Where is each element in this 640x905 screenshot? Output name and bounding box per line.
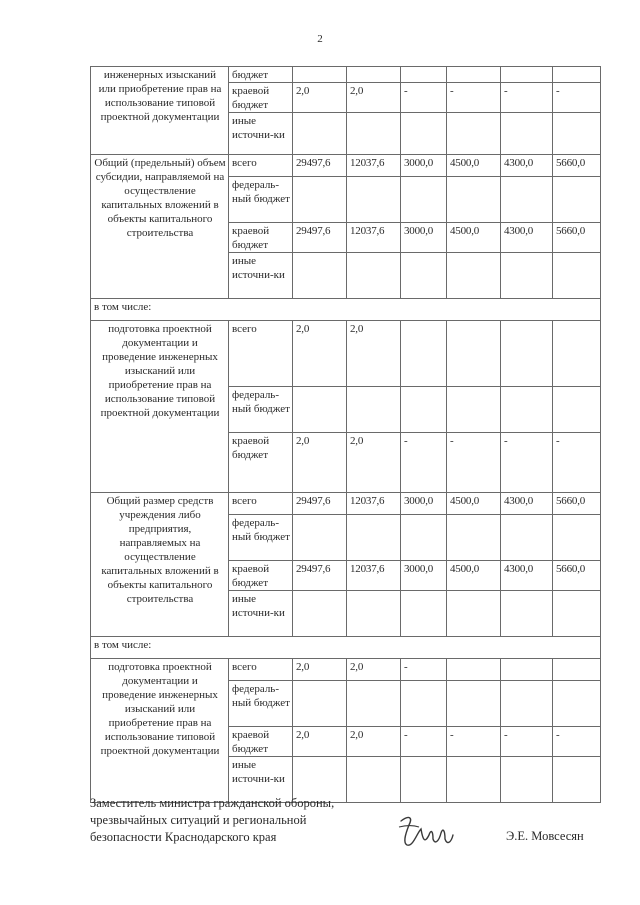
table-row (91, 321, 601, 387)
signer-title-line2: чрезвычайных ситуаций и региональной (90, 813, 307, 827)
subheader-cell: в том числе: (91, 299, 601, 321)
table-row (91, 659, 601, 681)
value-cell: 4300,0 (501, 493, 553, 515)
funding-source-cell: всего (229, 321, 293, 387)
value-cell (553, 113, 601, 155)
value-cell (447, 591, 501, 637)
value-cell: 4500,0 (447, 493, 501, 515)
description-cell: подготовка проектной документации и проведение инженерных изысканий или приобретение прав на использование типовой проектной документации (91, 659, 229, 803)
funding-source-cell: краевой бюджет (229, 223, 293, 253)
value-cell (401, 67, 447, 83)
value-cell: 3000,0 (401, 561, 447, 591)
value-cell: - (501, 727, 553, 757)
value-cell (553, 681, 601, 727)
value-cell (401, 591, 447, 637)
table-row (91, 299, 601, 321)
value-cell (347, 67, 401, 83)
value-cell: 2,0 (347, 83, 401, 113)
funding-source-cell: краевой бюджет (229, 561, 293, 591)
funding-source-cell: бюджет (229, 67, 293, 83)
funding-source-cell: краевой бюджет (229, 727, 293, 757)
table-row (91, 637, 601, 659)
funding-source-cell: федераль-ный бюджет (229, 515, 293, 561)
value-cell (447, 757, 501, 803)
value-cell: 29497,6 (293, 493, 347, 515)
value-cell (447, 387, 501, 433)
value-cell (347, 515, 401, 561)
value-cell: 4500,0 (447, 561, 501, 591)
value-cell (401, 253, 447, 299)
value-cell (401, 113, 447, 155)
funding-source-cell: федераль-ный бюджет (229, 387, 293, 433)
description-cell: инженерных изысканий или приобретение прав на использование типовой проектной документации (91, 67, 229, 155)
description-cell: Общий (предельный) объем субсидии, направляемой на осуществление капитальных вложений в объекты капитального строительства (91, 155, 229, 299)
funding-source-cell: всего (229, 659, 293, 681)
value-cell: 2,0 (347, 727, 401, 757)
funding-source-cell: иные источни-ки (229, 591, 293, 637)
value-cell: - (553, 727, 601, 757)
value-cell: 29497,6 (293, 561, 347, 591)
value-cell: 12037,6 (347, 493, 401, 515)
value-cell: - (447, 727, 501, 757)
value-cell: 4500,0 (447, 155, 501, 177)
value-cell (347, 253, 401, 299)
value-cell (553, 757, 601, 803)
value-cell (447, 113, 501, 155)
funding-source-cell: всего (229, 493, 293, 515)
value-cell: 2,0 (347, 659, 401, 681)
value-cell (347, 757, 401, 803)
value-cell: 4500,0 (447, 223, 501, 253)
value-cell (553, 591, 601, 637)
value-cell: 12037,6 (347, 223, 401, 253)
page-number: 2 (317, 33, 323, 45)
value-cell (347, 387, 401, 433)
value-cell: 12037,6 (347, 561, 401, 591)
value-cell (553, 659, 601, 681)
description-cell: подготовка проектной документации и проведение инженерных изысканий или приобретение прав на использование типовой проектной документации (91, 321, 229, 493)
value-cell (293, 253, 347, 299)
signer-block (90, 795, 334, 846)
value-cell (293, 387, 347, 433)
funding-source-cell: всего (229, 155, 293, 177)
value-cell (501, 387, 553, 433)
value-cell (447, 321, 501, 387)
value-cell: - (501, 83, 553, 113)
value-cell (447, 177, 501, 223)
value-cell (447, 515, 501, 561)
value-cell: 3000,0 (401, 155, 447, 177)
value-cell: 29497,6 (293, 223, 347, 253)
value-cell (401, 515, 447, 561)
value-cell (447, 659, 501, 681)
value-cell: 2,0 (293, 83, 347, 113)
value-cell (553, 321, 601, 387)
value-cell (293, 113, 347, 155)
funding-source-cell: федераль-ный бюджет (229, 681, 293, 727)
funding-source-cell: федераль-ный бюджет (229, 177, 293, 223)
value-cell: 3000,0 (401, 493, 447, 515)
value-cell (401, 387, 447, 433)
value-cell: 4300,0 (501, 223, 553, 253)
signer-title-line3: безопасности Краснодарского края (90, 830, 277, 844)
table-row (91, 67, 601, 83)
value-cell: 5660,0 (553, 223, 601, 253)
description-cell: Общий размер средств учреждения либо предприятия, направляемых на осуществление капитальных вложений в объекты капитального строительства (91, 493, 229, 637)
value-cell (401, 681, 447, 727)
funding-source-cell: краевой бюджет (229, 83, 293, 113)
value-cell: 4300,0 (501, 561, 553, 591)
value-cell (447, 253, 501, 299)
value-cell: 5660,0 (553, 155, 601, 177)
value-cell (553, 67, 601, 83)
value-cell (501, 659, 553, 681)
value-cell (401, 757, 447, 803)
value-cell: 2,0 (293, 659, 347, 681)
handwritten-signature (395, 813, 465, 853)
value-cell: 5660,0 (553, 561, 601, 591)
funding-source-cell: краевой бюджет (229, 433, 293, 493)
value-cell: - (447, 83, 501, 113)
value-cell (293, 177, 347, 223)
value-cell: 2,0 (347, 321, 401, 387)
value-cell (447, 67, 501, 83)
value-cell: 2,0 (293, 727, 347, 757)
value-cell: 29497,6 (293, 155, 347, 177)
value-cell (501, 515, 553, 561)
value-cell (401, 177, 447, 223)
value-cell (501, 757, 553, 803)
value-cell: 12037,6 (347, 155, 401, 177)
table-row (91, 493, 601, 515)
value-cell (501, 113, 553, 155)
funding-source-cell: иные источни-ки (229, 757, 293, 803)
value-cell: - (401, 727, 447, 757)
value-cell: - (401, 433, 447, 493)
value-cell (553, 387, 601, 433)
value-cell (501, 253, 553, 299)
value-cell: - (401, 659, 447, 681)
signer-name: Э.Е. Мовсесян (506, 829, 584, 843)
value-cell (553, 515, 601, 561)
value-cell (293, 681, 347, 727)
table-row (91, 155, 601, 177)
value-cell (501, 681, 553, 727)
value-cell (501, 321, 553, 387)
value-cell (501, 67, 553, 83)
value-cell: 2,0 (347, 433, 401, 493)
value-cell: 2,0 (293, 321, 347, 387)
value-cell (501, 591, 553, 637)
financing-table (90, 66, 601, 803)
value-cell (293, 67, 347, 83)
value-cell (553, 253, 601, 299)
value-cell (501, 177, 553, 223)
value-cell: 3000,0 (401, 223, 447, 253)
funding-source-cell: иные источни-ки (229, 253, 293, 299)
value-cell (401, 321, 447, 387)
value-cell (447, 681, 501, 727)
value-cell: 4300,0 (501, 155, 553, 177)
value-cell: - (401, 83, 447, 113)
value-cell: 5660,0 (553, 493, 601, 515)
subheader-cell: в том числе: (91, 637, 601, 659)
value-cell: - (553, 433, 601, 493)
value-cell (553, 177, 601, 223)
signer-title-line1: Заместитель министра гражданской обороны, (90, 796, 335, 810)
value-cell (347, 113, 401, 155)
value-cell: - (501, 433, 553, 493)
value-cell (347, 591, 401, 637)
value-cell (347, 681, 401, 727)
value-cell (293, 515, 347, 561)
value-cell (347, 177, 401, 223)
value-cell: 2,0 (293, 433, 347, 493)
funding-source-cell: иные источни-ки (229, 113, 293, 155)
value-cell: - (447, 433, 501, 493)
value-cell (293, 591, 347, 637)
value-cell: - (553, 83, 601, 113)
